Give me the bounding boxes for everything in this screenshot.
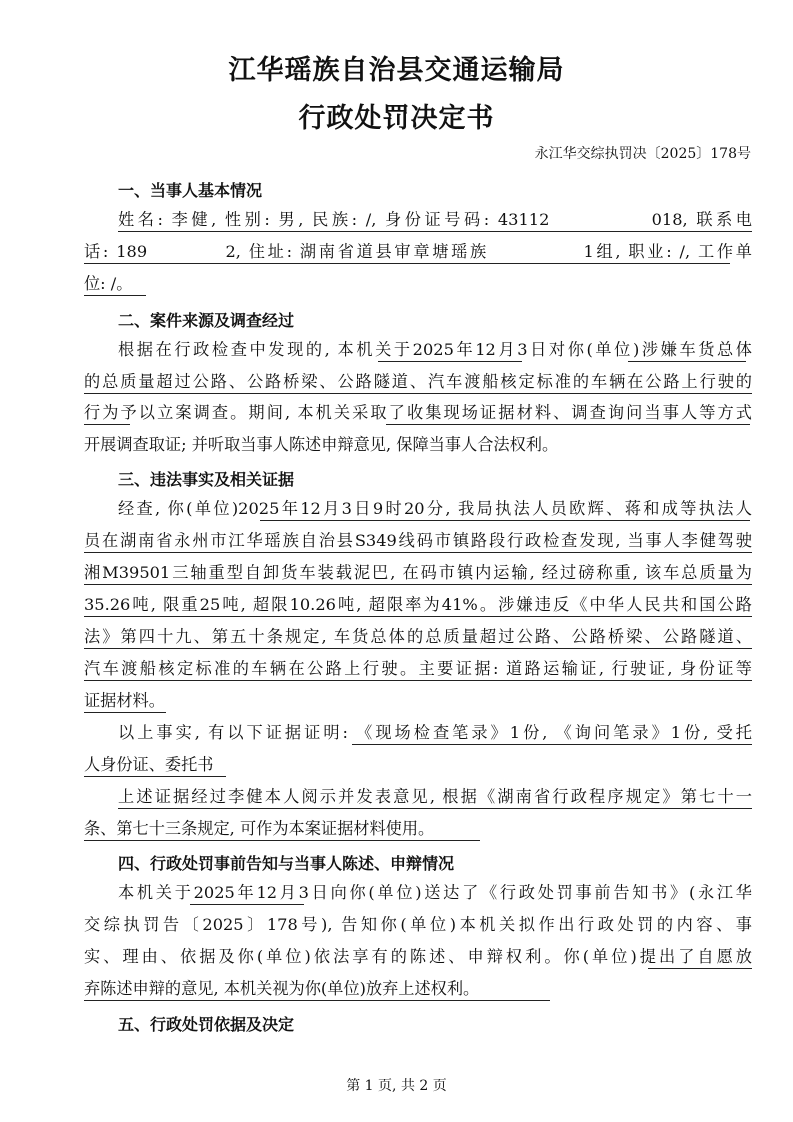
document-number: 永江华交综执罚决〔2025〕178号: [534, 146, 751, 162]
section-heading-violation-facts: 三、违法事实及相关证据: [118, 470, 295, 489]
section-heading-penalty-decision: 五、行政处罚依据及决定: [118, 1015, 295, 1034]
prior-notice-line: 本机关于2025年12月3日向你(单位)送达了《行政处罚事前告知书》(永江华: [118, 883, 752, 902]
underline: [84, 295, 146, 296]
underline: [84, 1000, 550, 1001]
evidence-line: 以上事实, 有以下证据证明: 《现场检查笔录》1份, 《询问笔录》1份, 受托: [118, 723, 752, 742]
underline: [84, 263, 730, 264]
underline: [84, 712, 166, 713]
evidence-review-line: 条、第七十三条规定, 可作为本案证据材料使用。: [84, 819, 435, 838]
underline: [84, 552, 752, 553]
underline: [84, 840, 480, 841]
violation-facts-line: 法》第四十九、第五十条规定, 车货总体的总质量超过公路、公路桥梁、公路隧道、: [84, 627, 752, 646]
underline: [84, 393, 752, 394]
case-source-line: 开展调查取证; 并听取当事人陈述申辩意见, 保障当事人合法权利。: [84, 435, 559, 454]
evidence-review-line: 上述证据经过李健本人阅示并发表意见, 根据《湖南省行政程序规定》第七十一: [118, 787, 752, 806]
page-number: 第 1 页, 共 2 页: [346, 1078, 447, 1094]
violation-facts-line: 经查, 你(单位)2025年12月3日9时20分, 我局执法人员欧辉、蒋和成等执法人: [118, 499, 752, 518]
underline: [190, 904, 304, 905]
section-heading-party-info: 一、当事人基本情况: [118, 181, 263, 200]
case-source-line: 根据在行政检查中发现的, 本机关于2025年12月3日对你(单位)涉嫌车货总体: [118, 340, 752, 359]
prior-notice-line: 实、理由、依据及你(单位)依法享有的陈述、申辩权利。你(单位)提出了自愿放: [84, 947, 752, 966]
underline: [84, 424, 130, 425]
party-info-line: 姓名: 李健, 性别: 男, 民族: /, 身份证号码: 43112 018, 联系电: [118, 210, 752, 229]
violation-facts-line: 证据材料。: [84, 691, 165, 710]
case-source-line: 行为予以立案调查。期间, 本机关采取了收集现场证据材料、调查询问当事人等方式: [84, 403, 752, 422]
underline: [84, 680, 752, 681]
violation-facts-line: 35.26吨, 限重25吨, 超限10.26吨, 超限率为41%。涉嫌违反《中华人民共和国公路: [84, 595, 752, 614]
section-heading-case-source: 二、案件来源及调查经过: [118, 311, 295, 330]
party-info-line: 话: 189 2, 住址: 湖南省道县审章塘瑶族 1组, 职业: /, 工作单: [84, 242, 752, 261]
document-title-type: 行政处罚决定书: [298, 103, 495, 134]
underline: [260, 520, 750, 521]
underline: [352, 744, 752, 745]
party-info-line: 位: /。: [84, 274, 133, 293]
underline: [118, 808, 752, 809]
underline: [648, 968, 752, 969]
underline: [84, 648, 752, 649]
section-heading-prior-notice: 四、行政处罚事前告知与当事人陈述、申辩情况: [118, 854, 455, 873]
underline: [628, 361, 746, 362]
document-title-agency: 江华瑶族自治县交通运输局: [228, 55, 565, 86]
evidence-line: 人身份证、委托书: [84, 755, 214, 774]
underline: [118, 231, 752, 232]
underline: [84, 584, 752, 585]
violation-facts-line: 汽车渡船核定标准的车辆在公路上行驶。主要证据: 道路运输证, 行驶证, 身份证等: [84, 659, 752, 678]
underline: [378, 361, 522, 362]
prior-notice-line: 弃陈述申辩的意见, 本机关视为你(单位)放弃上述权利。: [84, 979, 480, 998]
prior-notice-line: 交综执罚告〔2025〕178号), 告知你(单位)本机关拟作出行政处罚的内容、事: [84, 915, 752, 934]
underline: [84, 616, 752, 617]
underline: [84, 776, 226, 777]
underline: [386, 424, 750, 425]
violation-facts-line: 员在湖南省永州市江华瑶族自治县S349线码市镇路段行政检查发现, 当事人李健驾驶: [84, 531, 752, 550]
violation-facts-line: 湘M39501三轴重型自卸货车装载泥巴, 在码市镇内运输, 经过磅称重, 该车总质量为: [84, 563, 752, 582]
case-source-line: 的总质量超过公路、公路桥梁、公路隧道、汽车渡船核定标准的车辆在公路上行驶的: [84, 372, 752, 391]
